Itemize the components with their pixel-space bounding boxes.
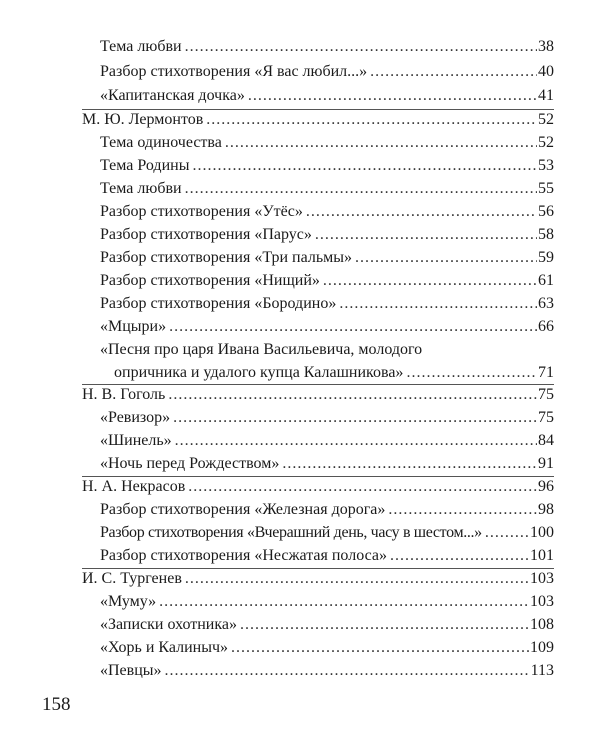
toc-entry-love-theme-lermontov[interactable] bbox=[100, 179, 554, 199]
dot-leader bbox=[169, 317, 537, 337]
toc-entry-page: 41 bbox=[538, 87, 554, 104]
toc-entry-tri-palmy[interactable] bbox=[100, 248, 554, 268]
toc-entry-title: Разбор стихотворения «Несжатая полоса» bbox=[100, 547, 387, 564]
toc-entry-pesnya-line-1[interactable] bbox=[100, 340, 554, 360]
toc-entry-title: «Певцы» bbox=[100, 662, 162, 679]
toc-entry-page: 84 bbox=[538, 432, 554, 449]
toc-entry-page: 98 bbox=[538, 501, 554, 518]
dot-leader bbox=[185, 569, 529, 589]
toc-entry-revizor[interactable] bbox=[100, 408, 554, 428]
toc-entry-page: 55 bbox=[538, 180, 554, 197]
toc-entry-title: Разбор стихотворения «Парус» bbox=[100, 226, 312, 243]
toc-entry-page: 66 bbox=[538, 318, 554, 335]
dot-leader bbox=[168, 385, 537, 405]
toc-entry-loneliness-theme[interactable] bbox=[100, 133, 554, 153]
toc-section-turgenev[interactable] bbox=[82, 569, 554, 589]
dot-leader bbox=[390, 546, 529, 566]
toc-entry-page: 52 bbox=[538, 111, 554, 128]
toc-entry-page: 58 bbox=[538, 226, 554, 243]
toc-entry-title: «Муму» bbox=[100, 593, 157, 610]
toc-entry-title: Разбор стихотворения «Вчерашний день, часу в шестом...» bbox=[100, 524, 482, 541]
dot-leader bbox=[231, 638, 529, 658]
toc-entry-kapitanskaya-dochka[interactable] bbox=[100, 86, 554, 106]
dot-leader bbox=[248, 86, 537, 106]
toc-entry-title: Тема одиночества bbox=[100, 134, 222, 151]
toc-section-gogol[interactable] bbox=[82, 385, 554, 405]
toc-entry-page: 61 bbox=[538, 272, 554, 289]
toc-entry-page: 96 bbox=[538, 478, 554, 495]
toc-entry-mtsyri[interactable] bbox=[100, 317, 554, 337]
dot-leader bbox=[175, 431, 537, 451]
toc-entry-page: 103 bbox=[530, 570, 554, 587]
toc-entry-title: «Мцыри» bbox=[100, 318, 167, 335]
dot-leader bbox=[240, 615, 529, 635]
toc-entry-nishchiy[interactable] bbox=[100, 271, 554, 291]
toc-entry-zapiski-okhotnika[interactable] bbox=[100, 615, 554, 635]
toc-entry-zheleznaya-doroga[interactable] bbox=[100, 500, 554, 520]
toc-entry-pesnya-line-2[interactable] bbox=[114, 363, 554, 383]
toc-entry-title: Тема любви bbox=[100, 180, 182, 197]
toc-entry-title: «Шинель» bbox=[100, 432, 172, 449]
toc-entry-love-theme-pushkin[interactable] bbox=[100, 37, 554, 57]
toc-entry-title: Разбор стихотворения «Утёс» bbox=[100, 203, 303, 220]
page-number: 158 bbox=[42, 694, 71, 715]
dot-leader bbox=[282, 454, 537, 474]
toc-entry-title: Разбор стихотворения «Бородино» bbox=[100, 295, 337, 312]
dot-leader bbox=[188, 477, 537, 497]
toc-entry-title: «Песня про царя Ивана Васильевича, молодого bbox=[100, 341, 423, 358]
toc-entry-ya-vas-lyubil[interactable] bbox=[100, 62, 554, 82]
dot-leader bbox=[355, 248, 537, 268]
dot-leader bbox=[192, 156, 537, 176]
dot-leader bbox=[485, 523, 529, 543]
toc-entry-vcherashniy-den[interactable] bbox=[100, 523, 554, 543]
dot-leader bbox=[206, 110, 537, 130]
toc-entry-borodino[interactable] bbox=[100, 294, 554, 314]
dot-leader bbox=[165, 661, 530, 681]
toc-entry-page: 100 bbox=[530, 524, 554, 541]
dot-leader bbox=[185, 179, 537, 199]
toc-entry-page: 75 bbox=[538, 386, 554, 403]
toc-entry-title: Тема любви bbox=[100, 38, 182, 55]
toc-entry-title: «Хорь и Калиныч» bbox=[100, 639, 229, 656]
toc-entry-page: 63 bbox=[538, 295, 554, 312]
toc-entry-title: «Записки охотника» bbox=[100, 616, 237, 633]
toc-entry-page: 101 bbox=[530, 547, 554, 564]
toc-entry-khor-i-kalinych[interactable] bbox=[100, 638, 554, 658]
toc-entry-page: 109 bbox=[530, 639, 554, 656]
toc-entry-title: Тема Родины bbox=[100, 157, 190, 174]
dot-leader bbox=[370, 62, 537, 82]
dot-leader bbox=[339, 294, 537, 314]
dot-leader bbox=[225, 133, 537, 153]
dot-leader bbox=[406, 363, 537, 383]
toc-entry-pevtsy[interactable] bbox=[100, 661, 554, 681]
dot-leader bbox=[185, 37, 537, 57]
dot-leader bbox=[315, 225, 537, 245]
toc-entry-motherland-theme[interactable] bbox=[100, 156, 554, 176]
dot-leader bbox=[388, 500, 537, 520]
toc-entry-page: 91 bbox=[538, 455, 554, 472]
toc-section-title: М. Ю. Лермонтов bbox=[82, 111, 204, 128]
toc-entry-shinel[interactable] bbox=[100, 431, 554, 451]
toc-entry-title-continued: опричника и удалого купца Калашникова» bbox=[114, 364, 404, 381]
toc-entry-page: 52 bbox=[538, 134, 554, 151]
toc-entry-noch-pered-rozhdestvom[interactable] bbox=[100, 454, 554, 474]
dot-leader bbox=[173, 408, 537, 428]
dot-leader bbox=[306, 202, 537, 222]
toc-entry-parus[interactable] bbox=[100, 225, 554, 245]
toc-entry-title: Разбор стихотворения «Нищий» bbox=[100, 272, 320, 289]
toc-section-title: И. С. Тургенев bbox=[82, 570, 182, 587]
toc-section-lermontov[interactable] bbox=[82, 110, 554, 130]
toc-entry-page: 75 bbox=[538, 409, 554, 426]
toc-entry-page: 53 bbox=[538, 157, 554, 174]
toc-entry-page: 40 bbox=[538, 63, 554, 80]
dot-leader bbox=[159, 592, 529, 612]
toc-section-title: Н. В. Гоголь bbox=[82, 386, 166, 403]
toc-entry-page: 113 bbox=[530, 662, 554, 679]
toc-entry-utyos[interactable] bbox=[100, 202, 554, 222]
dot-leader bbox=[323, 271, 537, 291]
toc-entry-page: 56 bbox=[538, 203, 554, 220]
toc-entry-page: 103 bbox=[530, 593, 554, 610]
toc-entry-title: «Капитанская дочка» bbox=[100, 87, 245, 104]
toc-entry-title: Разбор стихотворения «Железная дорога» bbox=[100, 501, 386, 518]
toc-entry-page: 59 bbox=[538, 249, 554, 266]
toc-entry-mumu[interactable] bbox=[100, 592, 554, 612]
toc-section-nekrasov[interactable] bbox=[82, 477, 554, 497]
toc-entry-nesuzhataya-polosa[interactable] bbox=[100, 546, 554, 566]
toc-entry-page: 108 bbox=[530, 616, 554, 633]
toc-entry-page: 71 bbox=[538, 364, 554, 381]
toc-entry-title: Разбор стихотворения «Я вас любил...» bbox=[100, 63, 368, 80]
toc-entry-title: «Ночь перед Рождеством» bbox=[100, 455, 280, 472]
toc-section-title: Н. А. Некрасов bbox=[82, 478, 186, 495]
toc-entry-title: «Ревизор» bbox=[100, 409, 171, 426]
toc-entry-page: 38 bbox=[538, 38, 554, 55]
toc-entry-title: Разбор стихотворения «Три пальмы» bbox=[100, 249, 353, 266]
